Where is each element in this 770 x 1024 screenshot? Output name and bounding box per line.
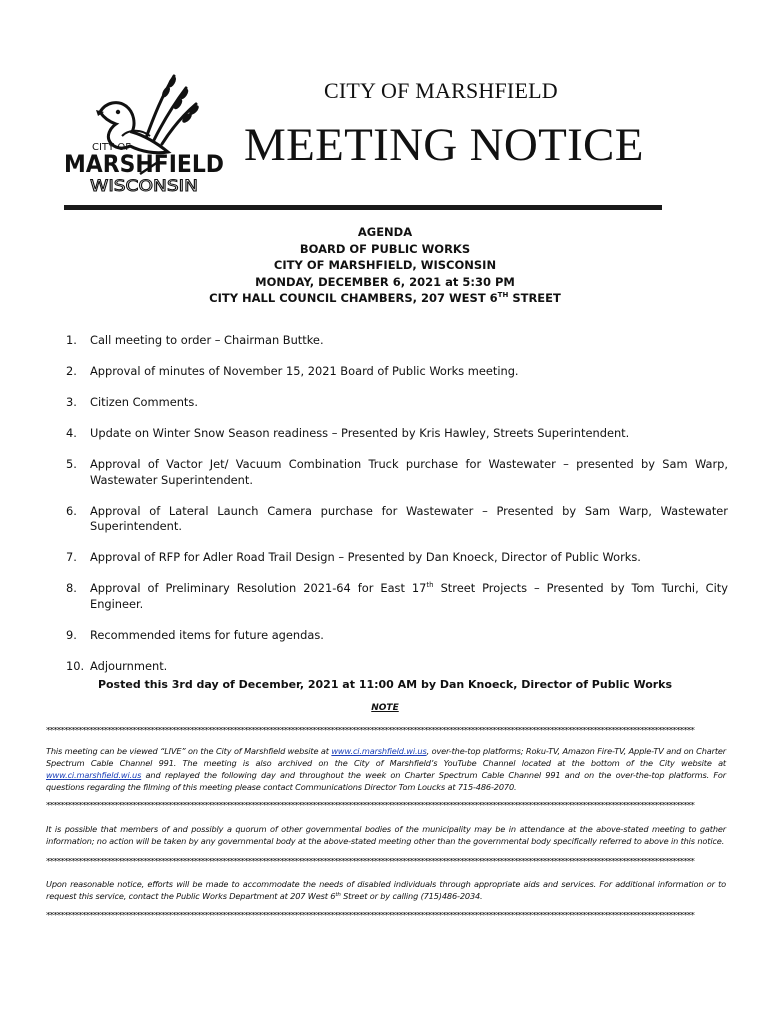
separator: ************************************************************************************************************************************************************************************ — [46, 727, 695, 736]
agenda-list — [66, 333, 728, 690]
list-item: 2. Approval of minutes of November 15, 2021 Board of Public Works meeting. — [66, 364, 519, 378]
viewing-notice: This meeting can be viewed “LIVE” on the City of Marshfield website at www.ci.marshfield.wi.us, over-the-top platforms; Roku-TV, Amazon Fire-TV, Apple-TV and on Charter Spectrum Cable Channel 991. The meeting is also archived on the City of Marshfield’s YouTube Channel located at the bottom of the City website at www.ci.marshfield.wi.us and replayed the following day and throughout the week on Charter Spectrum Cable Channel 991 and on the over-the-top platforms. For questions regarding the filming of this meeting please contact Communications Director Tom Loucks at 715-486-2070. — [46, 746, 726, 792]
separator: ************************************************************************************************************************************************************************************ — [46, 912, 695, 921]
city-logo — [62, 66, 228, 196]
page-title: MEETING NOTICE — [244, 119, 644, 171]
agenda-label: AGENDA — [357, 225, 413, 239]
list-item: 1. Call meeting to order – Chairman Buttke. — [66, 333, 324, 347]
bird-wheat-logo-icon — [62, 66, 228, 196]
agenda-header — [0, 224, 770, 307]
meeting-location: CITY HALL COUNCIL CHAMBERS, 207 WEST 6TH STREET — [209, 291, 561, 305]
accessibility-notice: Upon reasonable notice, efforts will be made to accommodate the needs of disabled individuals through appropriate aids and services. For additional information or to request this service, contact the Public Works Department at 207 West 6th Street or by calling (715)486-2034. — [46, 879, 726, 901]
list-item: 9. Recommended items for future agendas. — [66, 627, 324, 642]
quorum-notice: It is possible that members of and possibly a quorum of other governmental bodies of the municipality may be in attendance at the above-stated meeting to gather information; no action will be taken by any governmental body at the above-stated meeting other than the governmental body specifically referred to above in this notice. — [46, 824, 726, 846]
title-divider — [64, 205, 662, 210]
city-state: CITY OF MARSHFIELD, WISCONSIN — [273, 258, 497, 272]
list-item: 3. Citizen Comments. — [66, 395, 198, 409]
logo-wisconsin: WISCONSIN — [90, 176, 198, 195]
list-item: 7. Approval of RFP for Adler Road Trail Design – Presented by Dan Knoeck, Director of Public Works. — [66, 550, 641, 564]
separator: ************************************************************************************************************************************************************************************ — [46, 802, 695, 811]
city-website-link[interactable]: www.ci.marshfield.wi.us — [331, 746, 427, 756]
list-item: 6. Approval of Lateral Launch Camera purchase for Wastewater – Presented by Sam Warp, Wastewater Superintendent. — [66, 503, 728, 533]
meeting-datetime: MONDAY, DECEMBER 6, 2021 at 5:30 PM — [255, 274, 515, 289]
board-name: BOARD OF PUBLIC WORKS — [299, 241, 471, 256]
logo-marshfield: MARSHFIELD — [64, 150, 224, 178]
city-website-link[interactable]: www.ci.marshfield.wi.us — [46, 770, 142, 780]
list-item: 8. Approval of Preliminary Resolution 2021-64 for East 17th Street Projects – Presented by Tom Turchi, City Engineer. — [66, 581, 729, 611]
separator: ************************************************************************************************************************************************************************************ — [46, 858, 695, 867]
list-item: 5. Approval of Vactor Jet/ Vacuum Combination Truck purchase for Wastewater – presented by Sam Warp, Wastewater Superintendent. — [66, 457, 728, 487]
posted-statement: Posted this 3rd day of December, 2021 at 11:00 AM by Dan Knoeck, Director of Public Works — [97, 678, 673, 691]
list-item: 4. Update on Winter Snow Season readiness – Presented by Kris Hawley, Streets Superintendent. — [66, 426, 630, 440]
logo-city-of: CITY OF — [92, 142, 131, 153]
note-heading: NOTE — [371, 703, 399, 713]
city-name: CITY OF MARSHFIELD — [324, 78, 558, 103]
list-item: 10. Adjournment. — [66, 658, 168, 673]
